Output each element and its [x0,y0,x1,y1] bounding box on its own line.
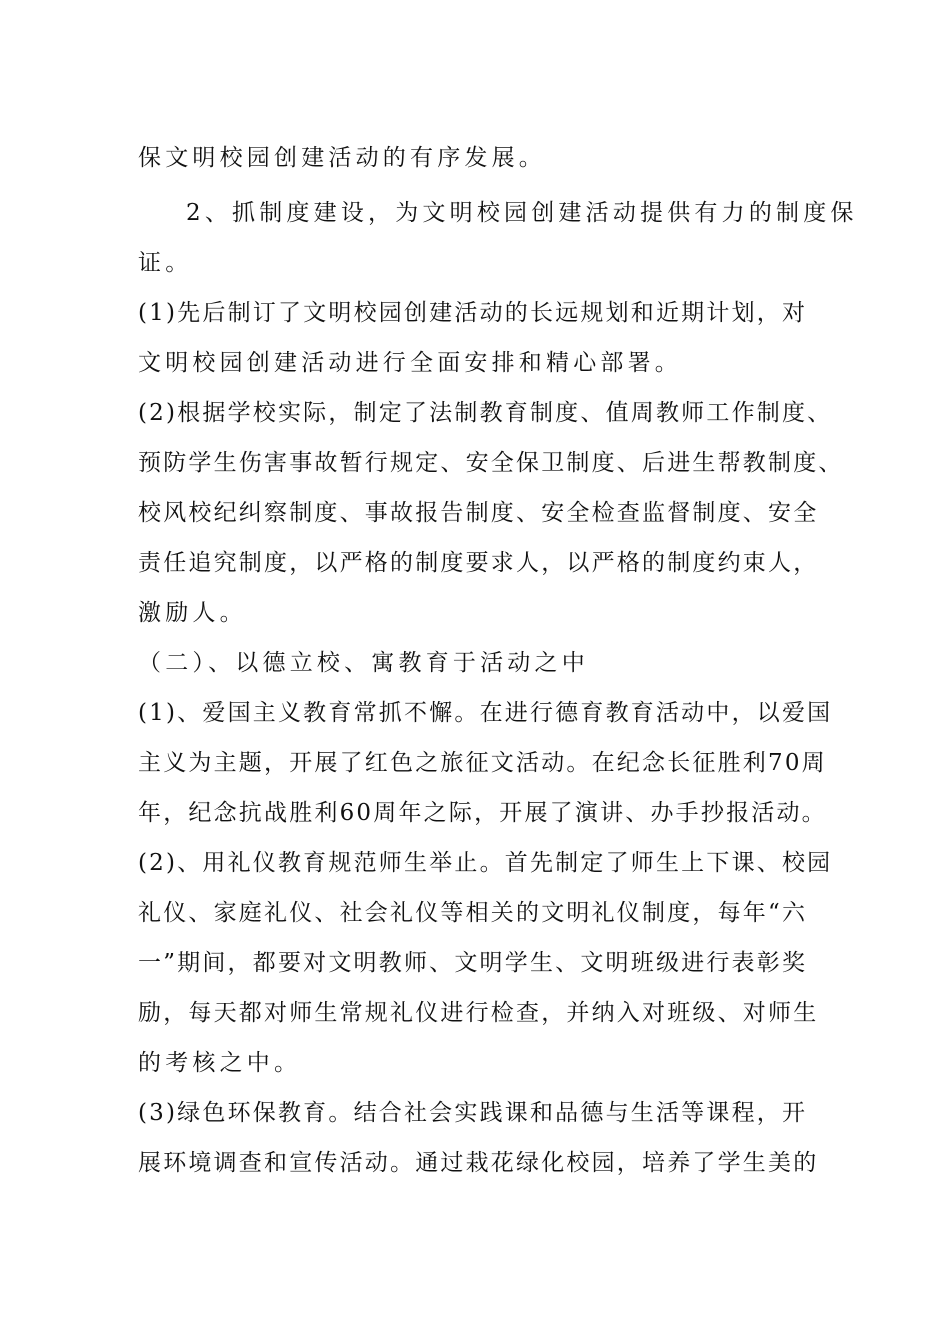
paragraph-line-14: 年，纪念抗战胜利60周年之际，开展了演讲、办手抄报活动。 [138,800,827,826]
paragraph-line-17: 一”期间，都要对文明教师、文明学生、文明班级进行表彰奖 [138,950,808,976]
paragraph-line-13: 主义为主题，开展了红色之旅征文活动。在纪念长征胜利70周 [138,750,827,776]
paragraph-line-10: 激励人。 [138,600,247,626]
paragraph-line-18: 励，每天都对师生常规礼仪进行检查，并纳入对班级、对师生 [138,1000,819,1026]
paragraph-line-5: 文明校园创建活动进行全面安排和精心部署。 [138,350,682,376]
paragraph-line-6: (2)根据学校实际，制定了法制教育制度、值周教师工作制度、 [138,400,833,426]
paragraph-line-3: 证。 [138,250,193,276]
paragraph-line-2: 2、抓制度建设，为文明校园创建活动提供有力的制度保 [186,200,858,226]
paragraph-line-1: 保文明校园创建活动的有序发展。 [138,145,546,171]
paragraph-line-16: 礼仪、家庭礼仪、社会礼仪等相关的文明礼仪制度，每年“六 [138,900,808,926]
paragraph-line-19: 的考核之中。 [138,1050,302,1076]
paragraph-line-21: 展环境调查和宣传活动。通过栽花绿化校园，培养了学生美的 [138,1150,819,1176]
paragraph-line-7: 预防学生伤害事故暂行规定、安全保卫制度、后进生帮教制度、 [138,450,844,476]
paragraph-line-4: (1)先后制订了文明校园创建活动的长远规划和近期计划，对 [138,300,808,326]
paragraph-line-15: (2)、用礼仪教育规范师生举止。首先制定了师生上下课、校园 [138,850,833,876]
paragraph-line-12: (1)、爱国主义教育常抓不懈。在进行德育教育活动中，以爱国 [138,700,833,726]
paragraph-line-9: 责任追究制度，以严格的制度要求人，以严格的制度约束人， [138,550,819,576]
paragraph-line-20: (3)绿色环保教育。结合社会实践课和品德与生活等课程，开 [138,1100,808,1126]
section-heading: （二）、以德立校、寓教育于活动之中 [138,650,589,676]
paragraph-line-8: 校风校纪纠察制度、事故报告制度、安全检查监督制度、安全 [138,500,819,526]
